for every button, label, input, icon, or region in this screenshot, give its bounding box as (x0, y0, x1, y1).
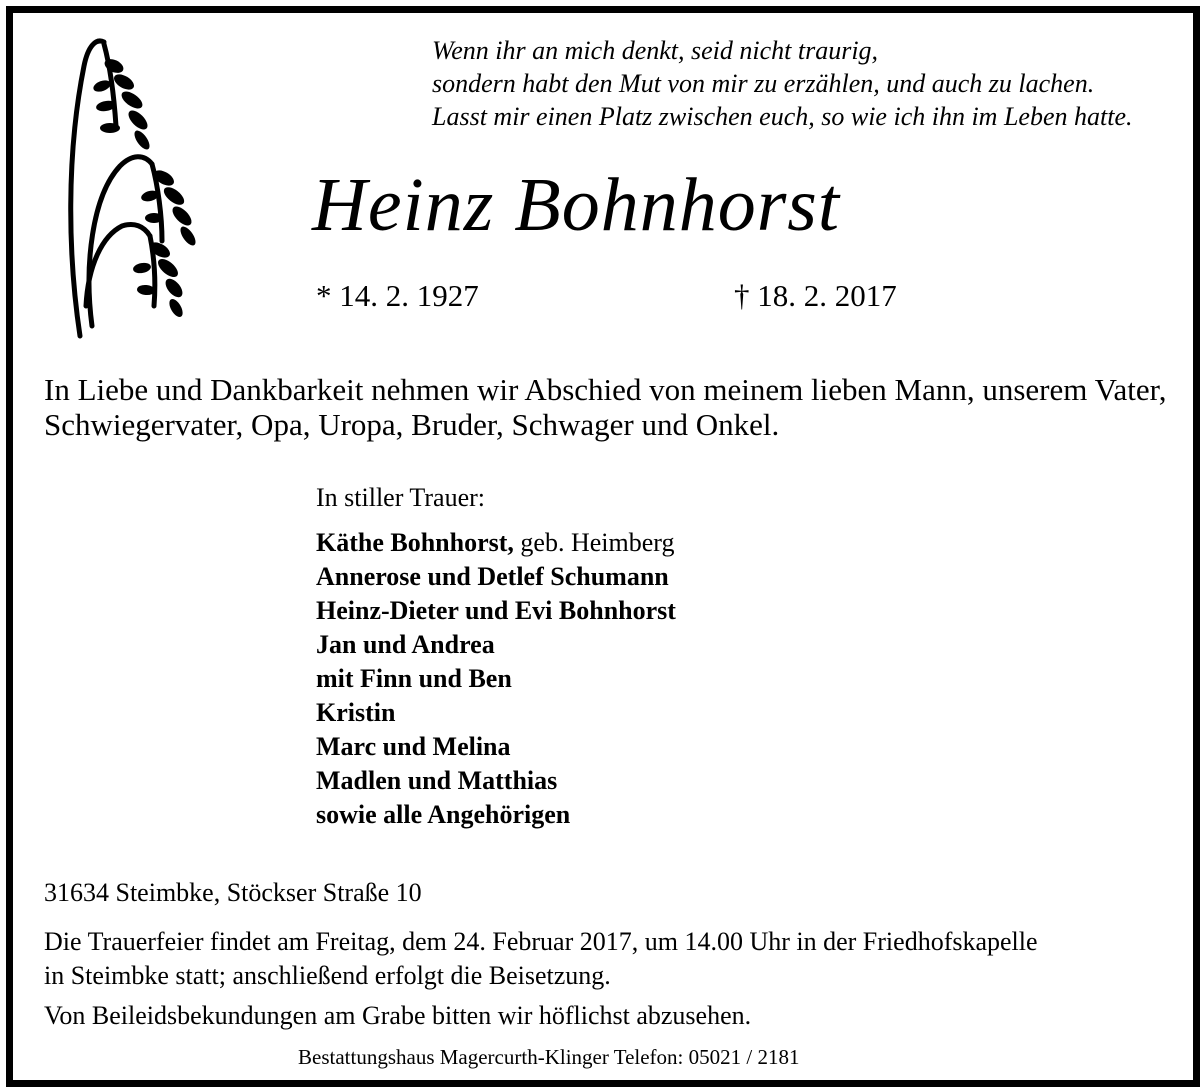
mourning-label: In stiller Trauer: (316, 483, 485, 512)
quote-line: Lasst mir einen Platz zwischen euch, so wie ich ihn im Leben hatte. (432, 102, 1133, 131)
mourner-entry: mit Finn und Ben (316, 664, 512, 693)
family-address: 31634 Steimbke, Stöckser Straße 10 (44, 878, 422, 907)
quote-line: Wenn ihr an mich denkt, seid nicht traurig, (432, 36, 879, 65)
mourner-entry: Kristin (316, 698, 396, 727)
condolence-note: Von Beileidsbekundungen am Grabe bitten wir höflichst abzusehen. (44, 1001, 752, 1030)
farewell-line: In Liebe und Dankbarkeit nehmen wir Abschied von meinem lieben Mann, unserem Vater, (44, 372, 1167, 407)
farewell-text (44, 372, 1167, 442)
mourner-entry: Jan und Andrea (316, 630, 495, 659)
mourners-list (316, 526, 676, 832)
farewell-line: Schwiegervater, Opa, Uropa, Bruder, Schwager und Onkel. (44, 407, 780, 442)
funeral-line: Die Trauerfeier findet am Freitag, dem 24. Februar 2017, um 14.00 Uhr in der Friedhofskapelle (44, 927, 1038, 956)
funeral-details (44, 925, 1174, 993)
deceased-name: Heinz Bohnhorst (312, 163, 840, 247)
mourner-entry: sowie alle Angehörigen (316, 800, 571, 829)
mourner-entry: Marc und Melina (316, 732, 511, 761)
mourner-maiden-name: geb. Heimberg (513, 528, 675, 557)
mourner-entry (316, 526, 676, 560)
death-date: † 18. 2. 2017 (734, 278, 897, 313)
mourner-name: Käthe Bohnhorst, (316, 528, 514, 557)
mourner-entry: Madlen und Matthias (316, 766, 558, 795)
quote-line: sondern habt den Mut von mir zu erzählen, und auch zu lachen. (432, 69, 1095, 98)
memorial-quote (432, 34, 1133, 133)
funeral-home-footer: Bestattungshaus Magercurth-Klinger Telefon: 05021 / 2181 (298, 1045, 800, 1069)
birth-date: * 14. 2. 1927 (316, 278, 479, 313)
mourner-entry: Heinz-Dieter und Evi Bohnhorst (316, 596, 676, 625)
mourner-entry: Annerose und Detlef Schumann (316, 562, 669, 591)
funeral-line: in Steimbke statt; anschließend erfolgt die Beisetzung. (44, 961, 611, 990)
wheat-ears-icon (62, 36, 238, 346)
